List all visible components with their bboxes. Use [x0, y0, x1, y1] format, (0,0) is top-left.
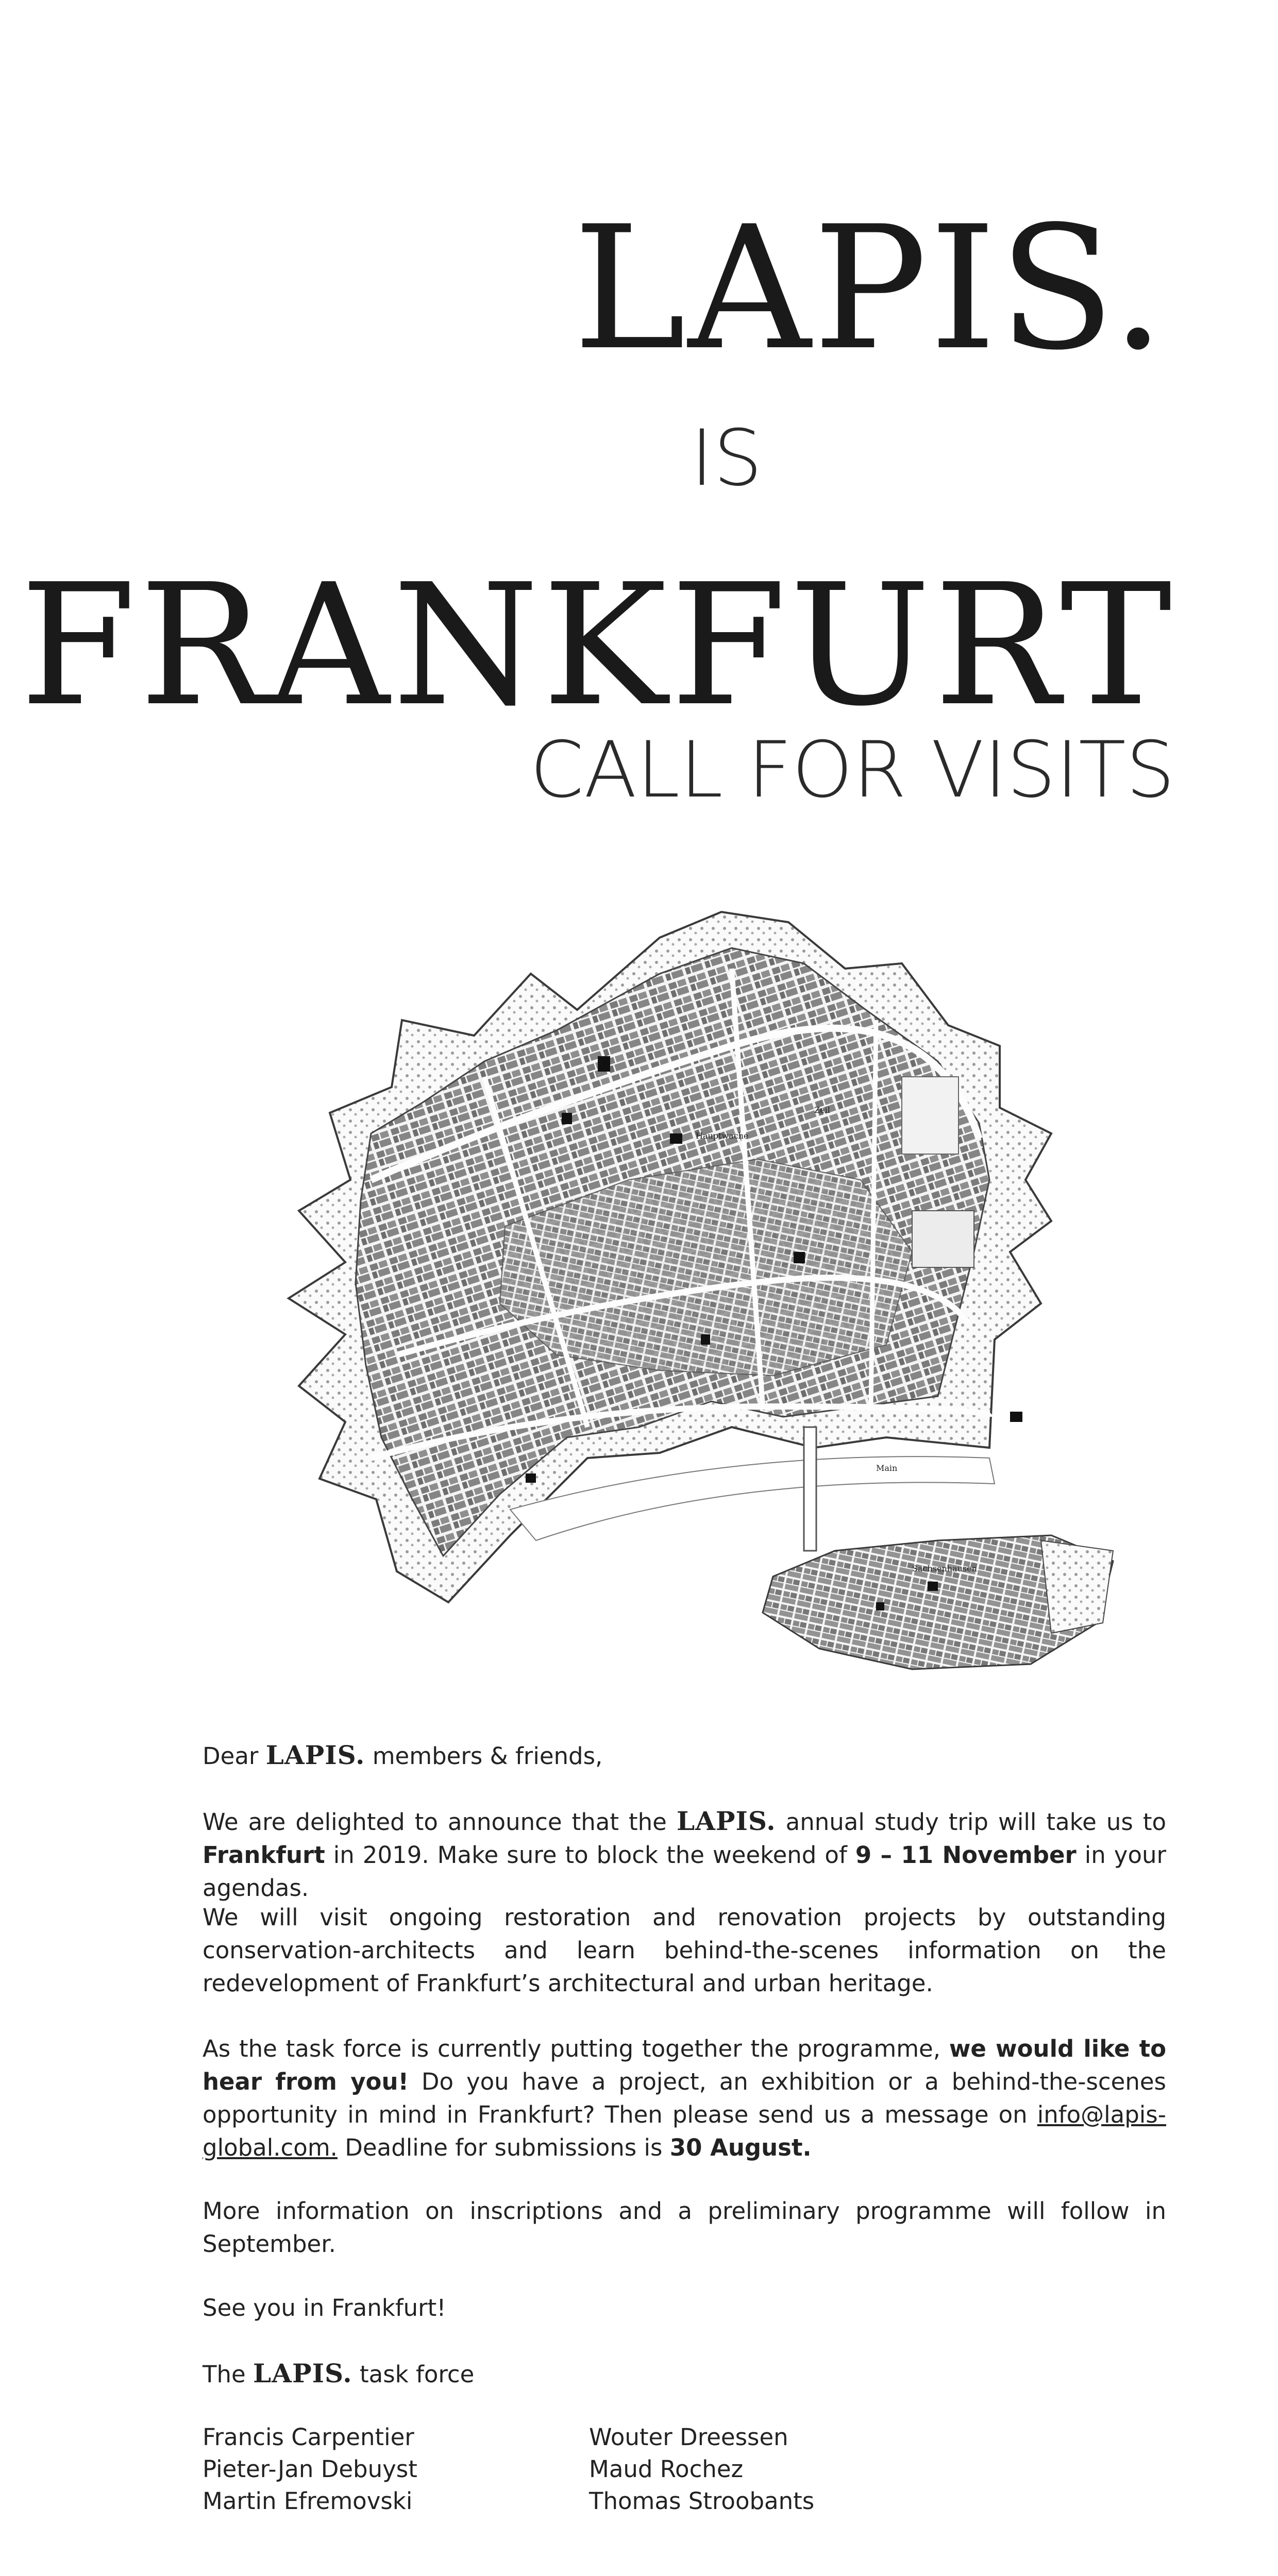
inline-brand-logo: LAPIS.	[253, 2358, 352, 2388]
team-member: Francis Carpentier	[203, 2424, 414, 2451]
brand-title: LAPIS.	[573, 190, 1167, 387]
city-title: FRANKFURT	[20, 548, 1175, 743]
team-member: Wouter Dreessen	[589, 2424, 788, 2451]
paragraph-1: We are delighted to announce that the LAPIS. annual study trip will take us to Frankfurt in 2019. Make sure to block the weekend of 9 – 11 November in your agendas.	[203, 1806, 1167, 1902]
paragraph-3: As the task force is currently putting together the programme, we would like to hear from you! Do you have a project, an exhibition or a behind-the-scenes opportunity in mind in Frankfurt? Then please send us a message on info@lapis-global.com. Deadline for submissions is 30 August.	[203, 2035, 1166, 2161]
map-label: Zeil	[814, 1105, 830, 1115]
inline-brand-logo: LAPIS.	[265, 1740, 365, 1770]
map-label: Hauptwache	[696, 1131, 749, 1141]
team-column-1	[203, 2421, 417, 2517]
team-member: Martin Efremovski	[203, 2487, 413, 2515]
team-member: Thomas Stroobants	[589, 2487, 815, 2515]
paragraph-4: More information on inscriptions and a preliminary programme will follow in September.	[203, 2197, 1166, 2258]
historic-frankfurt-map	[268, 891, 1165, 1685]
team-member: Pieter-Jan Debuyst	[203, 2455, 417, 2483]
signature-line: The LAPIS. task force	[203, 2358, 475, 2388]
map-label: Main	[876, 1463, 898, 1473]
team-column-2	[589, 2421, 814, 2517]
paragraph-2: We will visit ongoing restoration and renovation projects by outstanding conservation-architects and learn behind-the-scenes information on the redevelopment of Frankfurt’s architectural and urban heritage.	[203, 1904, 1166, 1997]
map-label: Sachsenhausen	[912, 1564, 977, 1573]
email-link[interactable]: info@lapis-global.com.	[203, 2101, 1166, 2161]
inline-brand-logo: LAPIS.	[676, 1806, 776, 1836]
closing-line: See you in Frankfurt!	[203, 2294, 446, 2321]
connector-word: IS	[691, 414, 763, 503]
team-member: Maud Rochez	[589, 2455, 744, 2483]
subtitle: CALL FOR VISITS	[530, 725, 1175, 815]
greeting: Dear LAPIS. members & friends,	[203, 1740, 603, 1770]
